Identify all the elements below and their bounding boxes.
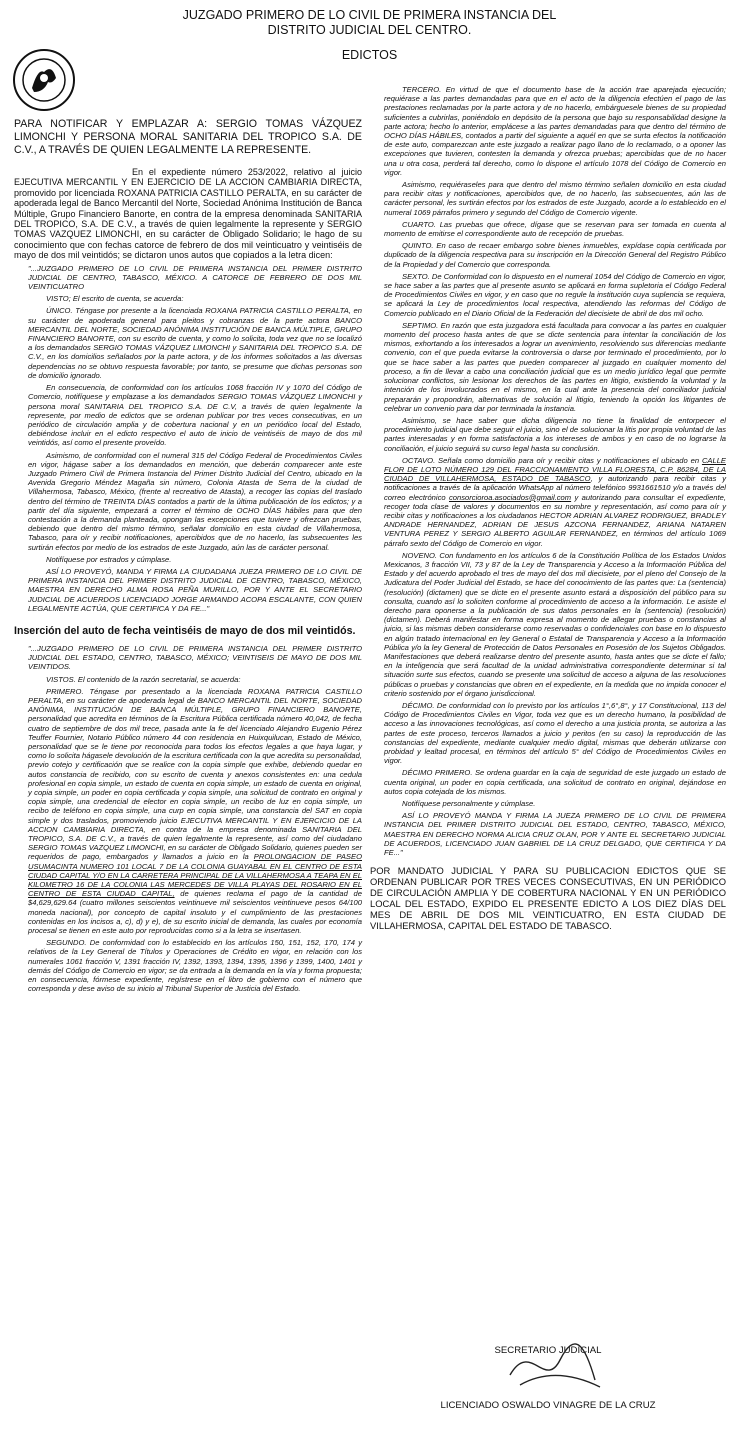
quote-notifiquese: Notifíquese por estrados y cúmplase. — [46, 554, 172, 564]
handwritten-signature — [500, 1335, 610, 1395]
quote-consecuencia: En consecuencia, de conformidad con los artículos 1068 fracción IV y 1070 del Código de Comercio, notifíquese y emplazase a los demandados SERGIO TOMAS VÁZQUEZ LIMONCHI y persona moral SANITARIA DEL TROPICO S.A. DE C.V, a través de quien legalmente la represente, por medio de edictos que se ordenan publicar por tres veces consecutivas, en un periódico de circulación amplia y de cobertura nacional y en un periódico local del Estado, debiéndose incluir en el edicto respectivo el auto de inicio de veintiséis de mayo de dos mil veintidós, así como el presente proveído. — [28, 383, 362, 448]
quote-asimismo: Asimismo, de conformidad con el numeral 315 del Código Federal de Procedimientos Civiles en vigor, hágase saber a los demandados en mención, que deberán comparecer ante este Juzgado Primero Civil de Primera Instancia del Primer Distrito Judicial del Centro, ubicado en la Avenida Gregorio Méndez Magaña sin número, Colonia Atasta de Serra de la ciudad de Villahermosa, Tabasco, México, (frente al recreativo de Atasta), a recoger las copias del traslado dentro del término de TREINTA DÍAS contados a partir de la última publicación de los edictos; y a partir del día siguiente, empezará a correr el término de OCHO DÍAS hábiles para que den contestación a la demanda planteada, opongan las excepciones que tuviere y ofrezcan pruebas, debiendo que dentro del mismo término, señalar domicilio en esta ciudad de Villahermosa, Tabasco, para oír y recibir notificaciones, apercibidos que de no hacerlo, las subsecuentes les surtirán efectos por medio de los estrados de este Juzgado, aún las de carácter personal. — [28, 450, 362, 552]
auto-notifiquese: Notifíquese personalmente y cúmplase. — [402, 799, 536, 809]
auto-octavo-contact: , y autorizando para recibir citas y notificaciones a través de la aplicación WhatsApp al número telefónico 9931661510 y/o a través del correo electrónico — [384, 474, 726, 502]
left-column — [14, 118, 362, 996]
court-name-line2: DISTRITO JUDICIAL DEL CENTRO. — [267, 23, 472, 37]
quote-court-heading: "...JUZGADO PRIMERO DE LO CIVIL DE PRIMERA INSTANCIA DEL PRIMER DISTRITO JUDICIAL DE CENTRO, TABASCO, MÉXICO. A CATORCE DE FEBRERO DE DOS MIL VEINTICUATRO — [28, 263, 362, 292]
auto-primero-text: PRIMERO. Téngase por presentado a la licenciada ROXANA PATRICIA CASTILLO PERALTA, en su carácter de apoderada legal de BANCO MERCANTIL DEL NORTE, SOCIEDAD ANÓNIMA, INSTITUCIÓN DE BANCA MÚLTIPLE, GRUPO FINANCIERO BANORTE, personalidad que acredita en términos de la Escritura Pública certificada número 40,042, de fecha cuatro de septiembre de dos mil trece, pasada ante la fe del licenciado Alejandro Eugenio Pérez Teuffer Fournier, Notario Público número 44 con residencia en Huixquilucan, Estado de México, personalidad que se le tiene por reconocida para todos los efectos legales a que haya lugar, y como lo solicita hágasele devolución de la escritura certificada con la que acredita su personalidad, previo cotejo y certificación que se realice con la copia simple que exhibe, debiendo quedar en autos constancia de recibido, con su escrito de cuenta y anexos consistentes en: una cedula profesional en copia simple, un estado de cuenta en copia simple, un estado de cuenta en original, y copia simple, un poder en copia certificada y copia simple, una solicitud de contrato en original y copia simple, una credencial de elector en copia simple, un recibo de luz en copia simple, un recibo de teléfono en copia simple, una curp en copia simple, una constancia del SAT en copia simple y dos traslados, promoviendo juicio EJECUTIVA MERCANTIL Y EN EJERCICIO DE LA ACCION CAMBIARIA DIRECTA, en contra de la empresa denominada SANITARIA DEL TROPICO, S.A. DE C.V., a través de quien legalmente la represente, así como del ciudadano SERGIO TOMAS VAZQUEZ LIMONCHI, en su carácter de Obligado Solidario, quienes pueden ser requeridos de pago, embargados y llamados a juicio en la — [28, 686, 362, 862]
auto-tercero: TERCERO. En virtud de que el documento base de la acción trae aparejada ejecución; requiérase a las partes demandadas para que en el acto de la diligencia efectúen el pago de las prestaciones reclamadas por la parte actora y de no hacerlo, embárguesele bienes de su propiedad suficientes a cubrirlas, poniéndolo en depósito de la persona que bajo su responsabilidad designe la parte actora; hecho lo anterior, emplácese a las partes demandadas para que dentro del término de OCHO DÍAS HÁBILES, contados a partir del siguiente a aquél en que se surta efectos la notificación de este auto, comparezcan ante este juzgado a realizar pago llano de lo reclamado, o a oponer las excepciones que tuvieren, contesten la demanda y ofrezca pruebas; apercibidas que de no hacer una u otra cosa, perderá tal derecho, como lo dispone el artículo 1078 del Código de Comercio en vigor. — [384, 85, 726, 177]
auto-primero-rest: de quienes reclama el pago de la cantidad de $4,629,629.64 (cuatro millones seiscientos veintinueve mil seiscientos veintinueve pesos 64/100 moneda nacional), por concepto de capital insoluto y el cumplimiento de las prestaciones contenidas en los incisos a, c), d) y e), de su escrito inicial de demanda, las cuales por economía procesal se tienen en este auto por reproducidas como si a la letra se insertasen. — [28, 889, 362, 936]
auto-septimo-asimismo: Asimismo, se hace saber que dicha diligencia no tiene la finalidad de entorpecer el procedimiento judicial que debe seguir el juicio, sino el de solucionar la litis por propia voluntad de las partes interesadas y en forma satisfactoria a los intereses de ambos y en caso de no lograrse la conciliación, el juicio seguirá su curso legal hasta su conclusión. — [384, 415, 726, 453]
auto-decimo-primero: DÉCIMO PRIMERO. Se ordena guardar en la caja de seguridad de este juzgado un estado de cuenta original, un poder en copia certificada, una solicitud de contrato en original, dejándose en autos copia cotejada de los mismos. — [384, 768, 726, 796]
quote-visto: VISTO; El escrito de cuenta, se acuerda: — [46, 294, 184, 304]
auto-cuarto: CUARTO. Las pruebas que ofrece, dígase que se reservan para ser tomada en cuenta al momento de emitirse el correspondiente auto de recepción de pruebas. — [384, 219, 726, 239]
court-name-line1: JUZGADO PRIMERO DE LO CIVIL DE PRIMERA INSTANCIA DEL — [182, 8, 557, 22]
auto-firma: ASÍ LO PROVEYÓ MANDA Y FIRMA LA JUEZA PRIMERO DE LO CIVIL DE PRIMERA INSTANCIA DEL PRIMER DISTRITO JUDICIAL DEL ESTADO, CENTRO, TABASCO, MÉXICO, MAESTRA EN DERECHO NORMA ALICIA CRUZ OLAN, POR Y ANTE EL SECRETARIO JUDICIAL DE ACUERDOS, LICENCIADO JUAN GABRIEL DE LA CRUZ DELGADO, QUE CERTIFICA Y DA FE..." — [384, 811, 726, 858]
auto-vistos: VISTOS. El contenido de la razón secretarial, se acuerda: — [46, 674, 241, 684]
signature-name: LICENCIADO OSWALDO VINAGRE DE LA CRUZ — [440, 1400, 656, 1411]
auto-heading: "...JUZGADO PRIMERO DE LO CIVIL DE PRIMERA INSTANCIA DEL PRIMER DISTRITO JUDICIAL DEL ESTADO, CENTRO, TABASCO, MÉXICO; VEINTISEIS DE MAYO DE DOS MIL VEINTIDOS. — [28, 643, 362, 672]
auto-septimo: SEPTIMO. En razón que esta juzgadora está facultada para convocar a las partes en cualquier momento del proceso hasta antes de que se dicte sentencia para intentar la conciliación de los mismos, exhortando a los interesados a lograr un avenimiento, resolviendo sus diferencias mediante convenio, con el que pueda evitarse la controversia o darse por terminado el procedimiento, por lo que se hace saber a las partes que pueden comparecer al juzgado en cualquier momento del proceso, a fin de llevar a cabo una conciliación judicial que es un medio jurídico legal que permite solucionar conflictos, sin lesionar los derechos de las partes en litigio, existiendo la voluntad y la intención de los involucrados en el mismo, en la cual ante la presencia del conciliador judicial prepararán y propondrán, alternativas de solución al litigio, teniendo la opción los litigantes de celebrar un convenio para dar por terminada la instancia. — [384, 320, 726, 413]
quote-firma: ASÍ LO PROVEYÓ, MANDA Y FIRMA LA CIUDADANA JUEZA PRIMERO DE LO CIVIL DE PRIMERA INSTANCIA DEL PRIMER DISTRITO JUDICIAL DE CENTRO, TABASCO, MÉXICO, MAESTRA EN DERECHO ALMA ROSA PEÑA MURILLO, POR Y ANTE EL SECRETARIO JUDICIAL DE ACUERDOS LICENCIADO JORGE ARMANDO ACOPA ESCALANTE, CON QUIEN LEGALMENTE ACTÚA, QUE CERTIFICA Y DA FE..." — [28, 566, 362, 613]
auto-decimo: DÉCIMO. De conformidad con lo previsto por los artículos 1°,6°,8°, y 17 Constitucional, 113 del Código de Procedimientos Civiles en Vigor, toda vez que es un derecho humano, la posibilidad de acceso a las innovaciones tecnológicas, así como el derecho a una justicia pronta, se autoriza a las partes de este proceso, terceros llamados a juicio y peritos (en su caso) la reproducción de las constancias del expediente, mediante cualquier medio digital, mismas que deberán utilizarse con probidad y lealtad procesal, en términos del artículo 5° del Código de Procedimientos Civiles en vigor. — [384, 701, 726, 766]
signature-role: SECRETARIO JUDICIAL — [494, 1345, 602, 1356]
auto-primero — [28, 687, 362, 935]
right-column — [370, 85, 726, 934]
notification-lead: PARA NOTIFICAR Y EMPLAZAR A: SERGIO TOMAS VÁZQUEZ LIMONCHI Y PERSONA MORAL SANITARIA DEL TROPICO S.A. DE C.V., A TRAVÉS DE QUIEN LEGALMENTE LA REPRESENTE. — [14, 118, 362, 156]
auto-octavo-rest: y autorizando para consultar el expediente, recoger toda clase de valores y documentos en su nombre y representación, así como para oír y recibir citas y notificaciones a los ciudadanos HECTOR ADRIAN ALVAREZ RODRIGUEZ, BRADLEY ANDRADE HERNANDEZ, ADRIAN DE JESUS AZCONA FERNANDEZ, ARIANA NATAREN VENTURA PEREZ Y SERGIO ALBERTO AGUILAR FERNANDEZ, en términos del artículo 1069 párrafo sexto del Código de Comercio en vigor. — [384, 492, 726, 548]
auto-quinto: QUINTO. En caso de recaer embargo sobre bienes inmuebles, expídase copia certificada por duplicado de la diligencia respectiva para su inscripción en la Dirección General del Registro Público de la Propiedad y del Comercio que corresponda. — [384, 241, 726, 269]
section-title-insercion: Inserción del auto de fecha veintiséis de mayo de dos mil veintidós. — [14, 624, 356, 637]
auto-octavo-email: consorcioroa.asociados@gmail.com — [449, 492, 572, 502]
auto-octavo-text: OCTAVO. Señala como domicilio para oír y recibir citas y notificaciones el ubicado en — [402, 455, 700, 465]
auto-sexto: SEXTO. De Conformidad con lo dispuesto en el numeral 1054 del Código de Comercio en vigor, se hace saber a las partes que al presente asunto se aplicará en forma supletoria el Código Federal de Procedimientos Civiles en vigor, y en caso que no regule la institución cuya suplencia se requiera, se aplicará la Ley de procedimientos local respectiva, atendiendo las reformas del Código de Comercio publicado en el Diario Oficial de la Federación del diecisiete de abril de dos mil ocho. — [384, 271, 726, 318]
page-title: EDICTOS — [341, 48, 398, 62]
court-seal-logo — [12, 48, 76, 112]
signature-block — [370, 1345, 726, 1411]
quote-unico: ÚNICO. Téngase por presente a la licenciada ROXANA PATRICIA CASTILLO PERALTA, en su carácter de apoderada general para pleitos y cobranzas de la parte actora BANCO MERCANTIL DEL NORTE, SOCIEDAD ANÓNIMA INSTITUCIÓN DE BANCA MÚLTIPLE, GRUPO FINANCIERO BANORTE, con su escrito de cuenta, y como lo solicita, toda vez que no se localizó a los demandados SERGIO TOMAS VÁZQUEZ LIMONCHI y SANITARIA DEL TROPICO S.A. DE C.V., en los domicilios señalados por la parte actora, y de los informes solicitados a las diversas dependencias no se obtuvo respuesta favorable; por tanto, se presume que dichas personas son de domicilio ignorado. — [28, 306, 362, 380]
auto-octavo-address: CALLE FLOR DE LOTO NÚMERO 129 DEL FRACCIONAMIENTO VILLA FLORESTA, C.P. 86284, DE LA CIUDAD DE VILLAHERMOSA, ESTADO DE TABASCO — [384, 455, 726, 484]
auto-primero-address: PROLONGACION DE PASEO USUMACINTA NUMERO 101 LOCAL 7 DE LA COLONIA GUAYABAL EN EL CENTRO DE ESTA CIUDAD CAPITAL Y/O EN LA CARRETERA PRINCIPAL DE LA VILLAHERMOSA A TEAPA EN EL KILOMETRO 16 DE LA COLONIA LAS MERCEDES DE VILLA PLAYAS DEL ROSARIO EN EL CENTRO DE ESTA CIUDAD CAPITAL, — [28, 852, 362, 899]
auto-noveno: NOVENO. Con fundamento en los artículos 6 de la Constitución Política de los Estados Unidos Mexicanos, 3 fracción VII, 73 y 87 de la Ley de Transparencia y Acceso a la Información Pública del Estado y del acuerdo aprobado el tres de mayo del dos mil diecisiete, por el pleno del Consejo de la Judicatura del Poder Judicial del Estado, se hace del conocimiento de las partes que: La (sentencia) (resolución) (dictamen) que se dicte en el presente asunto estará a disposición del público para su consulta, cuando así lo soliciten conforme al procedimiento de acceso a la información. Le asiste el derecho para oponerse a la publicación de sus datos personales en la (sentencia) (resolución) (dictamen). Deberá manifestar en forma expresa al momento de allegar pruebas o constancias al juicio, si las mismas deben considerarse como reservadas o confidenciales con base en lo dispuesto en algún tratado internacional en ley General o Estatal de Transparencia y Acceso a la Información Pública y/o la ley General de Protección de Datos Personales en Posesión de los Sujetos Obligados. Manifestaciones que deberá realizarse dentro del presente asunto, hasta antes que se dicte el fallo; en la inteligencia que será facultad de la unidad administrativa correspondiente determinar si tal situación surte sus efectos, cuando se presente una solicitud de acceso a alguna de las resoluciones públicas o pruebas y constancias que obren en el expediente, en la medida que no impida conocer el criterio sostenido por el órgano jurisdiccional. — [384, 550, 726, 698]
auto-segundo: SEGUNDO. De conformidad con lo establecido en los artículos 150, 151, 152, 170, 174 y relativos de la Ley General de Títulos y Operaciones de Crédito en vigor, en relación con los numerales 1061 fracción V, 1391 fracción IV, 1392, 1393, 1394, 1395, 1396 y 1399, 1400, 1401 y demás del Código de Comercio en vigor; se da entrada a la demanda en la vía y forma propuesta; en consecuencia, fórmese expediente, regístrese en el libro de gobierno con el número que corresponda y dese aviso de su inicio al Tribunal Superior de Justicia del Estado. — [28, 938, 362, 994]
final-mandate: POR MANDATO JUDICIAL Y PARA SU PUBLICACION EDICTOS QUE SE ORDENAN PUBLICAR POR TRES VECES CONSECUTIVAS, EN UN PERIÓDICO DE CIRCULACIÓN AMPLIA Y DE COBERTURA NACIONAL Y EN UN PERIÓDICO LOCAL DEL ESTADO, EXPIDO EL PRESENTE EDICTO A LOS DIEZ DÍAS DEL MES DE ABRIL DE DOS MIL VEINTICUATRO, EN ESTA CIUDAD DE VILLAHERMOSA, CAPITAL DEL ESTADO DE TABASCO. — [370, 865, 726, 932]
intro-paragraph: En el expediente número 253/2022, relativo al juicio EJECUTIVA MERCANTIL Y EN EJERCICIO DE LA ACCION CAMBIARIA DIRECTA, promovido por licenciada ROXANA PATRICIA CASTILLO PERALTA, en su carácter de apoderada legal de Banco Mercantil del Norte, Sociedad Anónima Institución de Banca Múltiple, Grupo Financiero Banorte, en contra de la empresa denominada SANITARIA DEL TROPICO, S.A. DE C.V., a través de quien legalmente la represente y SERGIO TOMAS VAZQUEZ LIMONCHI, en su carácter de Obligado Solidario; le hago de su conocimiento que con fechas catorce de febrero de dos mil veinticuatro y veintiséis de mayo de dos mil veintidós; se dictaron unos autos que copiados a la letra dicen: — [14, 167, 362, 261]
auto-tercero-asimismo: Asimismo, requiéraseles para que dentro del mismo término señalen domicilio en esta ciudad para recibir citas y notificaciones, apercibidos que, de no hacerlo, las subsecuentes, aún las de carácter personal, les surtirán efectos por los estrados de este Juzgado, acorde a lo establecido en el numeral 1069 párrafos primero y segundo del Código de Comercio vigente. — [384, 180, 726, 217]
auto-octavo — [384, 456, 726, 548]
document-header — [0, 8, 739, 62]
